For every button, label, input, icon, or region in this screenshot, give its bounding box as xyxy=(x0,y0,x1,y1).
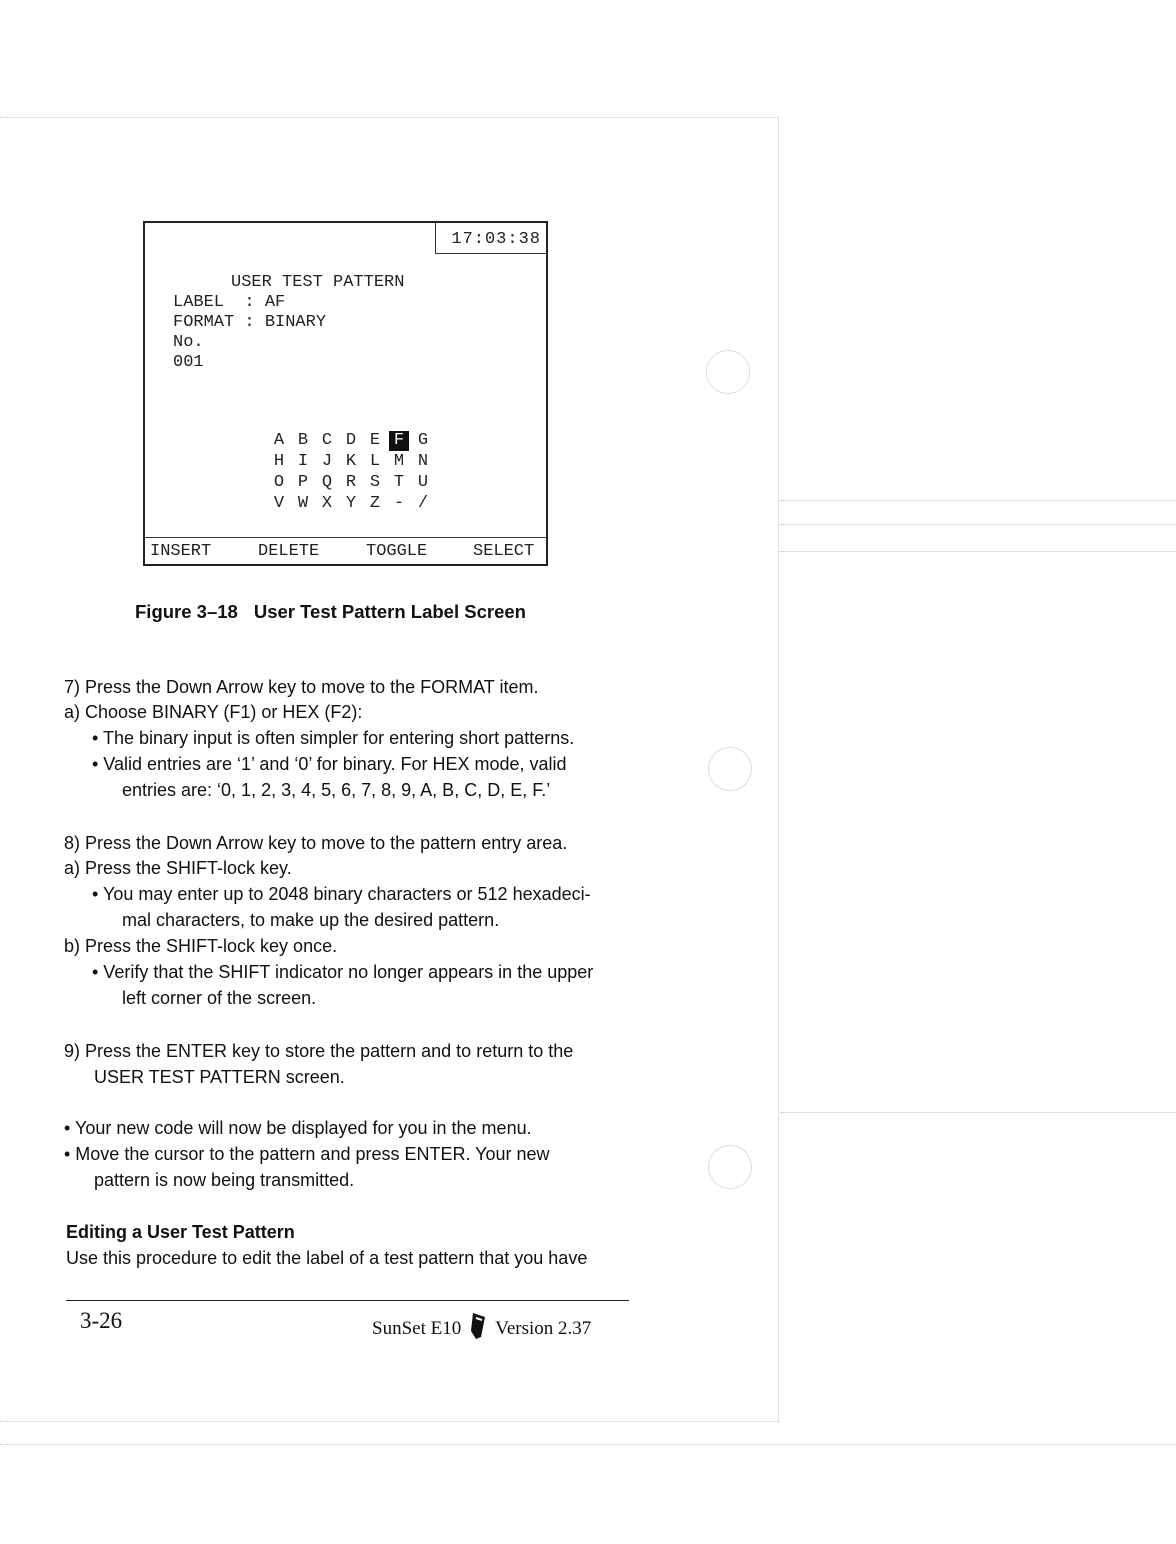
char-key[interactable]: A xyxy=(273,431,285,450)
phone-logo-icon xyxy=(467,1311,489,1347)
softkey-bar xyxy=(145,537,546,564)
step-8: 8) Press the Down Arrow key to move to the pattern entry area. xyxy=(64,833,568,853)
scan-line-right xyxy=(778,117,779,1422)
scan-line-side-4 xyxy=(780,1112,1176,1113)
step-7: 7) Press the Down Arrow key to move to the FORMAT item. xyxy=(64,677,539,697)
char-key[interactable]: W xyxy=(297,494,309,513)
version: Version 2.37 xyxy=(495,1318,592,1339)
number-value: 001 xyxy=(173,353,204,372)
number-label: No. xyxy=(173,333,204,352)
punch-hole-1 xyxy=(706,350,750,394)
scan-line-bottom-2 xyxy=(0,1444,1176,1445)
figure-number: Figure 3–18 xyxy=(135,601,238,622)
char-key[interactable]: H xyxy=(273,452,285,471)
char-key[interactable]: D xyxy=(345,431,357,450)
step-9: 9) Press the ENTER key to store the pattern and to return to the xyxy=(64,1041,574,1061)
note-2-cont: pattern is now being transmitted. xyxy=(94,1170,355,1190)
footer-title xyxy=(372,1311,591,1347)
step-8b: b) Press the SHIFT-lock key once. xyxy=(64,936,338,956)
bullet-7-2-cont: entries are: ‘0, 1, 2, 3, 4, 5, 6, 7, 8, 9, A, B, C, D, E, F.’ xyxy=(122,780,551,800)
char-key[interactable]: / xyxy=(417,494,429,513)
punch-hole-3 xyxy=(708,1145,752,1189)
figure-caption xyxy=(135,601,526,623)
bullet-8-1-cont: mal characters, to make up the desired pattern. xyxy=(122,910,500,930)
section-text: Use this procedure to edit the label of a test pattern that you have xyxy=(66,1248,588,1268)
figure-title: User Test Pattern Label Screen xyxy=(253,601,526,622)
bullet-8-2-cont: left corner of the screen. xyxy=(122,988,317,1008)
char-key[interactable]: L xyxy=(369,452,381,471)
char-key[interactable]: O xyxy=(273,473,285,492)
punch-hole-2 xyxy=(708,747,752,791)
char-key[interactable]: Y xyxy=(345,494,357,513)
character-grid xyxy=(269,431,437,514)
product-name: SunSet E10 xyxy=(372,1318,462,1339)
char-key[interactable]: Q xyxy=(321,473,333,492)
user-test-pattern-screen xyxy=(143,221,548,566)
scan-line-top xyxy=(0,117,778,118)
char-key[interactable]: Z xyxy=(369,494,381,513)
screen-title: USER TEST PATTERN xyxy=(231,273,405,292)
char-key[interactable]: G xyxy=(417,431,429,450)
char-key[interactable]: B xyxy=(297,431,309,450)
toggle-softkey[interactable]: TOGGLE xyxy=(366,542,428,561)
char-key[interactable]: X xyxy=(321,494,333,513)
char-key[interactable]: M xyxy=(393,452,405,471)
char-key[interactable]: E xyxy=(369,431,381,450)
bullet-7-2: • Valid entries are ‘1’ and ‘0’ for binary. For HEX mode, valid xyxy=(92,754,567,774)
bullet-8-1: • You may enter up to 2048 binary characters or 512 hexadeci- xyxy=(92,884,591,904)
char-key[interactable]: P xyxy=(297,473,309,492)
char-key[interactable]: I xyxy=(297,452,309,471)
char-key[interactable]: J xyxy=(321,452,333,471)
footer-rule xyxy=(66,1300,629,1301)
bullet-8-2: • Verify that the SHIFT indicator no longer appears in the upper xyxy=(92,962,594,982)
format-row: FORMAT : BINARY xyxy=(173,313,327,332)
step-9-cont: USER TEST PATTERN screen. xyxy=(94,1067,345,1087)
clock-box xyxy=(435,223,546,254)
page-number: 3-26 xyxy=(80,1308,123,1333)
clock: 17:03:38 xyxy=(451,230,541,249)
scan-line-side-2 xyxy=(780,524,1176,525)
insert-softkey[interactable]: INSERT xyxy=(150,542,212,561)
scan-line-bottom xyxy=(0,1421,778,1422)
char-key[interactable]: - xyxy=(393,494,405,513)
delete-softkey[interactable]: DELETE xyxy=(258,542,320,561)
char-key[interactable]: T xyxy=(393,473,405,492)
step-8a: a) Press the SHIFT-lock key. xyxy=(64,858,292,878)
char-key[interactable]: U xyxy=(417,473,429,492)
char-key[interactable]: K xyxy=(345,452,357,471)
label-row: LABEL : AF xyxy=(173,293,286,312)
char-key[interactable]: V xyxy=(273,494,285,513)
section-heading: Editing a User Test Pattern xyxy=(66,1222,295,1242)
char-key[interactable]: C xyxy=(321,431,333,450)
step-7a: a) Choose BINARY (F1) or HEX (F2): xyxy=(64,702,363,722)
scan-line-side-1 xyxy=(780,500,1176,501)
char-key[interactable]: N xyxy=(417,452,429,471)
scan-line-side-3 xyxy=(780,551,1176,552)
select-softkey[interactable]: SELECT xyxy=(473,542,535,561)
char-key-selected[interactable]: F xyxy=(389,431,409,451)
char-key[interactable]: R xyxy=(345,473,357,492)
bullet-7-1: • The binary input is often simpler for entering short patterns. xyxy=(92,728,575,748)
note-1: • Your new code will now be displayed for you in the menu. xyxy=(64,1118,532,1138)
note-2: • Move the cursor to the pattern and press ENTER. Your new xyxy=(64,1144,550,1164)
char-key[interactable]: S xyxy=(369,473,381,492)
